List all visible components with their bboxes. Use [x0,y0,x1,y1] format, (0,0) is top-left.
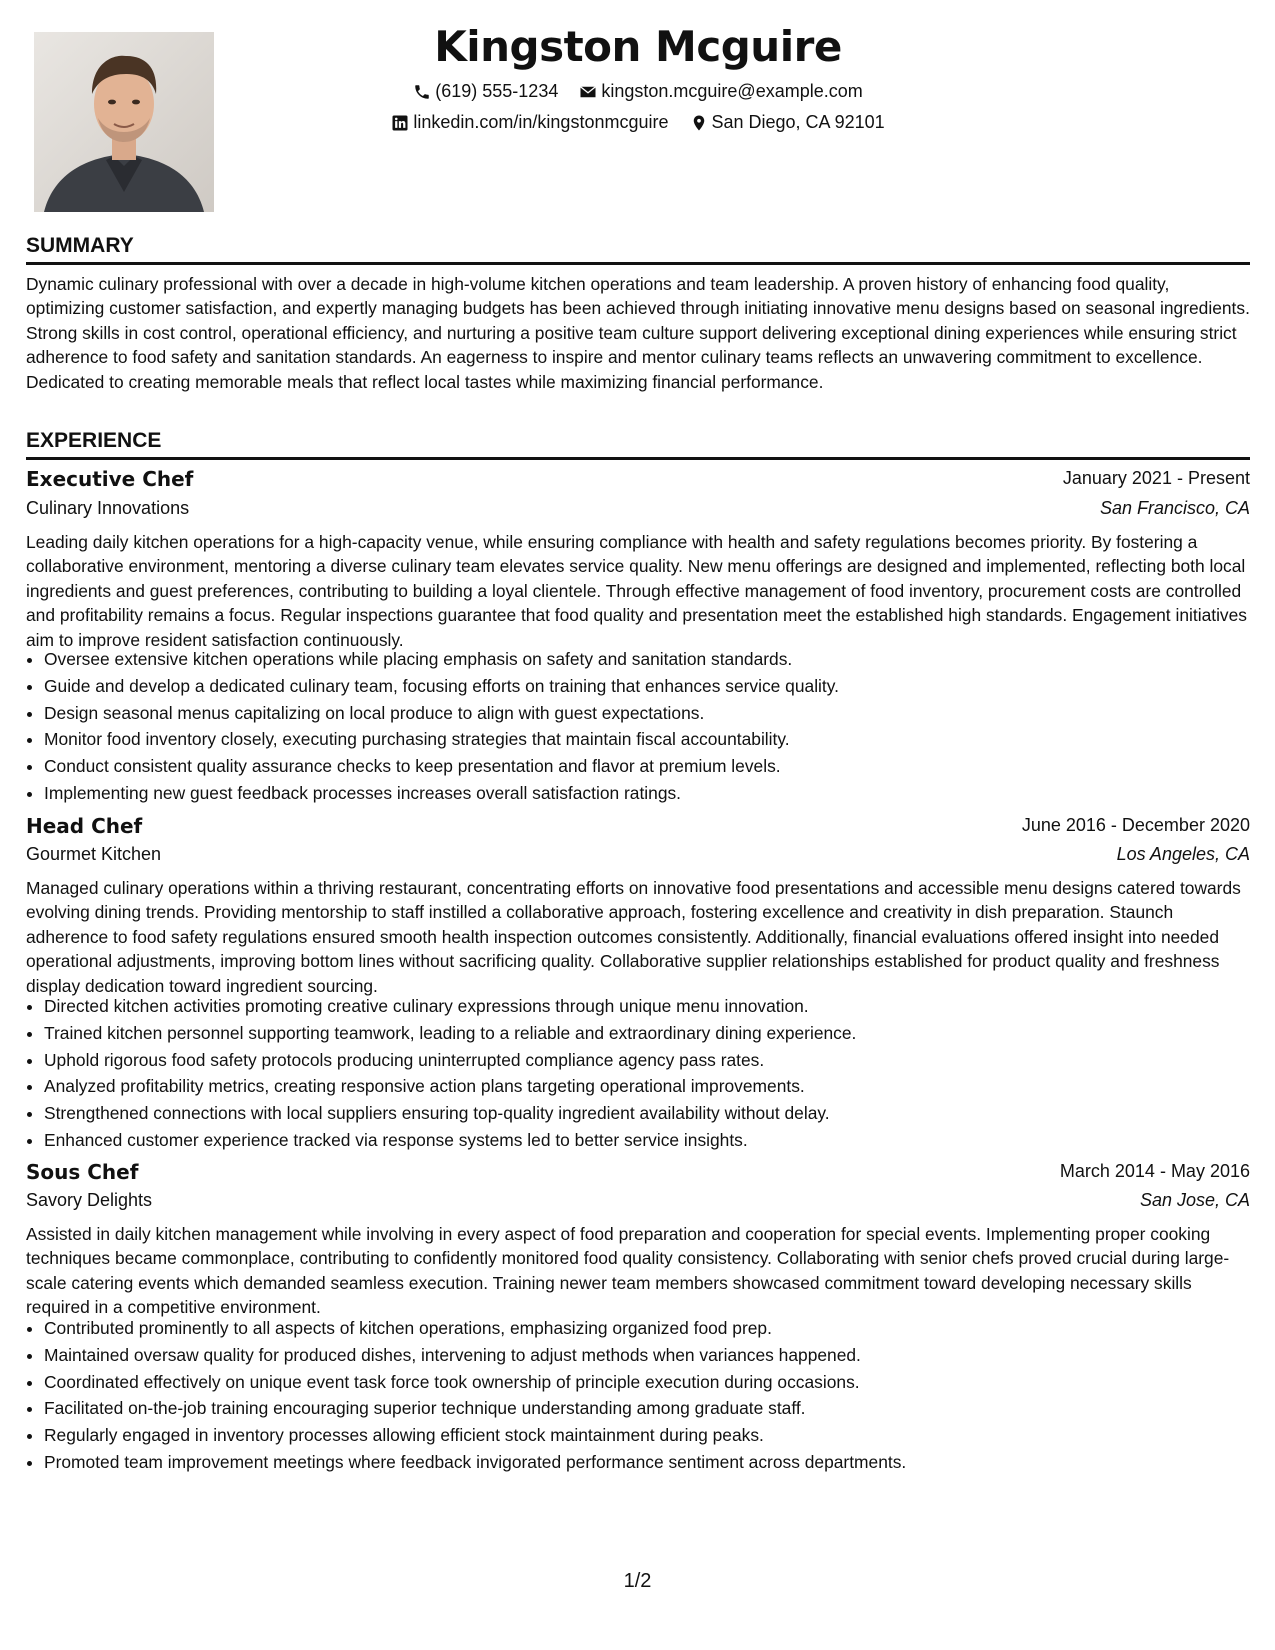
list-item: • Trained kitchen personnel supporting teamwork, leading to a reliable and extraordinary dining experience. [44,1020,1268,1047]
linkedin-text: linkedin.com/in/kingstonmcguire [413,112,669,132]
job-description: Managed culinary operations within a thriving restaurant, concentrating efforts on innovative food presentations and accessible menu designs catered towards evolving dining trends. Providing mentorship to staff instilled a collaborative approach, fostering excellence and creativity in dish preparation. Staunch adherence to food safety regulations ensured smooth health inspection outcomes consistently. Additionally, financial evaluations offered insight into needed operational adjustments, improving bottom lines without sacrificing quality. Collaborative supplier relationships established for product quality and freshness display dedication toward ingredient sourcing. [26,878,1241,996]
job-dates: March 2014 - May 2016 [1059,1161,1250,1181]
linkedin-icon [391,114,409,132]
phone-icon [413,83,431,101]
experience-heading: EXPERIENCE [26,429,1250,460]
job-dates: January 2021 - Present [1062,468,1250,488]
email-text: kingston.mcguire@example.com [601,81,863,101]
summary-text: Dynamic culinary professional with over a decade in high-volume kitchen operations and team leadership. A proven history of enhancing food quality, optimizing customer satisfaction, and expertly managing budgets has been achieved through initiating innovative menu designs based on seasonal ingredients. Strong skills in cost control, operational efficiency, and nurturing a positive team culture support delivering exceptional dining experiences while ensuring strict adherence to food safety and sanitation standards. An eagerness to inspire and mentor culinary teams reflects an unwavering commitment to excellence. Dedicated to creating memorable meals that reflect local tastes while maximizing financial performance. [26,274,1250,392]
contact-phone[interactable] [413,81,558,102]
job-location: San Jose, CA [1139,1190,1250,1210]
list-item: • Uphold rigorous food safety protocols producing uninterrupted compliance agency pass rates. [44,1047,1268,1074]
list-item: • Contributed prominently to all aspects of kitchen operations, emphasizing organized food prep. [44,1315,1268,1342]
list-item: • Enhanced customer experience tracked via response systems led to better service insights. [44,1127,1268,1154]
job-bullets [26,646,1268,807]
envelope-icon [579,83,597,101]
job-title: Sous Chef [26,1160,139,1184]
job-company: Savory Delights [26,1190,153,1210]
list-item: • Conduct consistent quality assurance checks to keep presentation and flavor at premium levels. [44,753,1268,780]
list-item: • Implementing new guest feedback processes increases overall satisfaction ratings. [44,780,1268,807]
list-item: • Strengthened connections with local suppliers ensuring top-quality ingredient availability without delay. [44,1100,1268,1127]
phone-text: (619) 555-1234 [435,81,559,101]
location-text: San Diego, CA 92101 [711,112,885,132]
list-item: • Analyzed profitability metrics, creating responsive action plans targeting operational improvements. [44,1073,1268,1100]
job-location: Los Angeles, CA [1116,844,1250,864]
job-company: Gourmet Kitchen [26,844,162,864]
contact-location [690,112,885,133]
contact-row-2 [26,112,1250,137]
list-item: • Design seasonal menus capitalizing on local produce to align with guest expectations. [44,700,1268,727]
list-item: • Facilitated on-the-job training encouraging superior technique understanding among graduate staff. [44,1395,1268,1422]
job-location: San Francisco, CA [1099,498,1250,518]
list-item: • Oversee extensive kitchen operations while placing emphasis on safety and sanitation standards. [44,646,1268,673]
job-description: Assisted in daily kitchen management while involving in every aspect of food preparation and cooperation for special events. Implementing proper cooking techniques became commonplace, contributing to confidently monitored food quality consistency. Collaborating with senior chefs proved crucial during large-scale catering events which demanded seamless execution. Training newer team members showcased commitment toward developing necessary skills required in a competitive environment. [26,1224,1230,1318]
map-pin-icon [690,114,708,132]
list-item: • Guide and develop a dedicated culinary team, focusing efforts on training that enhances service quality. [44,673,1268,700]
list-item: • Coordinated effectively on unique event task force took ownership of principle execution during occasions. [44,1369,1268,1396]
list-item: • Regularly engaged in inventory processes allowing efficient stock maintainment during peaks. [44,1422,1268,1449]
job-title: Head Chef [26,814,143,838]
job-company: Culinary Innovations [26,498,190,518]
list-item: • Promoted team improvement meetings where feedback invigorated performance sentiment across departments. [44,1449,1268,1476]
contact-linkedin[interactable] [391,112,668,133]
page-indicator: 1/2 [623,1570,652,1592]
job-bullets [26,1315,1268,1476]
contact-email[interactable] [579,81,862,102]
job-title: Executive Chef [26,467,194,491]
job-bullets [26,993,1268,1154]
job-description: Leading daily kitchen operations for a high-capacity venue, while ensuring compliance with health and safety regulations becomes priority. By fostering a collaborative environment, mentoring a diverse culinary team elevates service quality. New menu offerings are designed and implemented, reflecting both local ingredients and guest preferences, contributing to building a loyal clientele. Through effective management of food inventory, procurement costs are controlled and profitability remains a focus. Regular inspections guarantee that food quality and presentation meet the established high standards. Engagement initiatives aim to improve resident satisfaction continuously. [26,532,1247,650]
contact-row-1 [26,81,1250,106]
candidate-name: Kingston Mcguire [434,22,842,71]
summary-heading: SUMMARY [26,234,1250,265]
job-dates: June 2016 - December 2020 [1021,815,1250,835]
list-item: • Monitor food inventory closely, executing purchasing strategies that maintain fiscal accountability. [44,726,1268,753]
list-item: • Directed kitchen activities promoting creative culinary expressions through unique menu innovation. [44,993,1268,1020]
list-item: • Maintained oversaw quality for produced dishes, intervening to adjust methods when variances happened. [44,1342,1268,1369]
